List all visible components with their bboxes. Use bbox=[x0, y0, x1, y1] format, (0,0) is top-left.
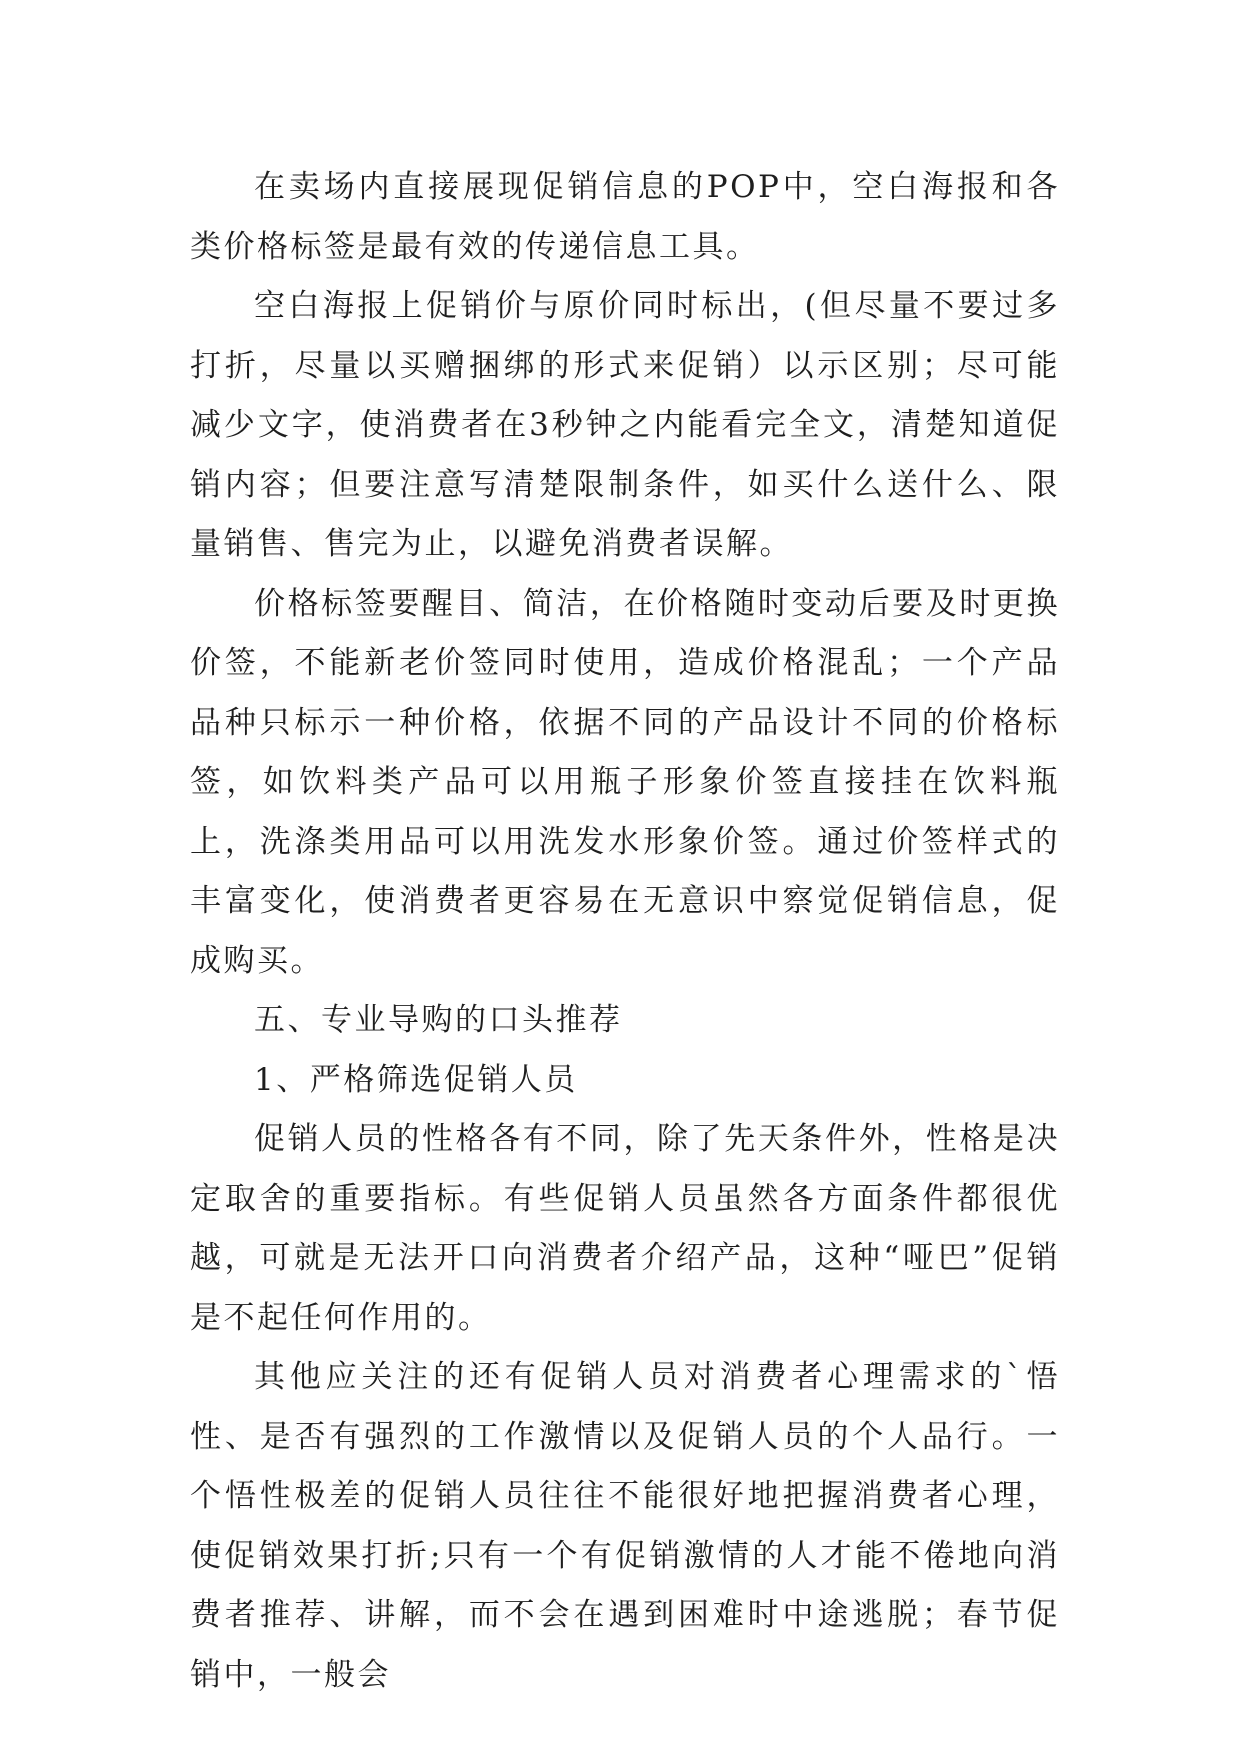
subheading-screen-promoters: 1、严格筛选促销人员 bbox=[254, 1061, 578, 1098]
paragraph-blank-poster: 空白海报上促销价与原价同时标出，(但尽量不要过多打折，尽量以买赠捆绑的形式来促销）以示区别；尽可能减少文字，使消费者在3秒钟之内能看完全文，清楚知道促销内容；但要注意写清楚限制条件，如买什么送什么、限量销售、售完为止，以避免消费者误解。 bbox=[190, 288, 1060, 562]
document-body bbox=[190, 158, 1060, 1705]
section-heading-oral-recommendation: 五、专业导购的口头推荐 bbox=[254, 1002, 623, 1038]
paragraph-promoter-qualities: 其他应关注的还有促销人员对消费者心理需求的`悟性、是否有强烈的工作激情以及促销人员的个人品行。一个悟性极差的促销人员往往不能很好地把握消费者心理，使促销效果打折;只有一个有促销激情的人才能不倦地向消费者推荐、讲解，而不会在遇到困难时中途逃脱；春节促销中，一般会 bbox=[190, 1359, 1060, 1693]
paragraph-promoter-personality: 促销人员的性格各有不同，除了先天条件外，性格是决定取舍的重要指标。有些促销人员虽然各方面条件都很优越，可就是无法开口向消费者介绍产品，这种“哑巴”促销是不起任何作用的。 bbox=[190, 1121, 1060, 1336]
paragraph-price-tags: 价格标签要醒目、简洁，在价格随时变动后要及时更换价签，不能新老价签同时使用，造成价格混乱；一个产品品种只标示一种价格，依据不同的产品设计不同的价格标签，如饮料类产品可以用瓶子形象价签直接挂在饮料瓶上，洗涤类用品可以用洗发水形象价签。通过价签样式的丰富变化，使消费者更容易在无意识中察觉促销信息，促成购买。 bbox=[190, 585, 1060, 979]
paragraph-pop-tools: 在卖场内直接展现促销信息的POP中，空白海报和各类价格标签是最有效的传递信息工具。 bbox=[190, 169, 1060, 265]
